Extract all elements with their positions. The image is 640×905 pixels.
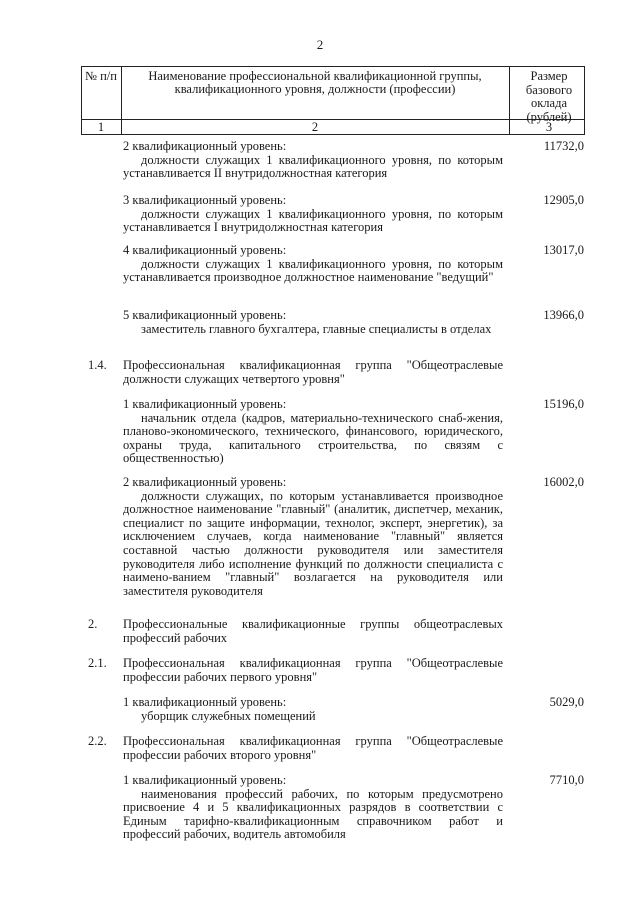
row-body — [123, 618, 503, 645]
header-left-border — [81, 66, 82, 135]
qualification-level: 4 квалификационный уровень: — [123, 243, 287, 257]
position-description: должности служащих 1 квалификационного уровня, по которым устанавливается I внутридолжностная категория — [123, 206, 503, 235]
salary-value: 16002,0 — [543, 475, 584, 489]
group-title: Профессиональная квалификационная группа "Общеотраслевые должности служащих четвертого уровня" — [123, 358, 503, 386]
row-body — [123, 140, 503, 181]
salary-value: 12905,0 — [543, 193, 584, 207]
row-body — [123, 398, 503, 466]
row-number: 2.2. — [88, 734, 107, 748]
position-description: заместитель главного бухгалтера, главные специалисты в отделах — [141, 321, 492, 336]
row-body — [123, 735, 503, 762]
qualification-level: 5 квалификационный уровень: — [123, 308, 287, 322]
header-salary-column: Размер базового оклада (рублей) — [525, 69, 573, 124]
qualification-level: 1 квалификационный уровень: — [123, 695, 287, 709]
salary-value: 11732,0 — [543, 139, 584, 153]
row-body — [123, 696, 503, 723]
header-name-column: Наименование профессиональной квалификационной группы, квалификационного уровня, должности (профессии) — [148, 69, 482, 96]
header-divider-1 — [121, 66, 122, 135]
row-body — [123, 244, 503, 285]
group-title: Профессиональная квалификационная группа "Общеотраслевые профессии рабочих первого уровня" — [123, 656, 503, 684]
table-header — [81, 66, 585, 136]
qualification-level: 3 квалификационный уровень: — [123, 193, 287, 207]
position-description: наименования профессий рабочих, по которым предусмотрено присвоение 4 и 5 квалификационных разрядов в соответствии с Единым тарифно-квалификационным справочником работ и профессий рабочих, водитель автомобиля — [123, 786, 503, 842]
row-body — [123, 774, 503, 842]
salary-value: 7710,0 — [549, 773, 584, 787]
group-title: Профессиональная квалификационная группа "Общеотраслевые профессии рабочих второго уровня" — [123, 734, 503, 762]
page-number: 2 — [316, 37, 324, 52]
header-column-index-2: 2 — [311, 120, 319, 134]
header-number-column: № п/п — [85, 69, 117, 83]
qualification-level: 1 квалификационный уровень: — [123, 397, 287, 411]
salary-value: 13017,0 — [543, 243, 584, 257]
header-column-index-1: 1 — [97, 120, 105, 134]
row-number: 1.4. — [88, 358, 107, 372]
row-body — [123, 657, 503, 684]
salary-value: 15196,0 — [543, 397, 584, 411]
header-divider-2 — [509, 66, 510, 135]
row-body — [123, 359, 503, 386]
position-description: начальник отдела (кадров, материально-технического снаб-жения, планово-экономического, технического, финансового, юридического, охраны труда, капитального строительства, по связям с общественностью) — [123, 410, 503, 466]
salary-value: 13966,0 — [543, 308, 584, 322]
qualification-level: 1 квалификационный уровень: — [123, 773, 287, 787]
row-body — [123, 309, 503, 336]
group-title: Профессиональные квалификационные группы общеотраслевых профессий рабочих — [123, 617, 503, 645]
row-body — [123, 476, 503, 598]
row-body — [123, 194, 503, 235]
position-description: должности служащих 1 квалификационного уровня, по которым устанавливается производное должностное наименование "ведущий" — [123, 256, 503, 285]
header-column-index-3: 3 — [545, 120, 553, 134]
row-number: 2.1. — [88, 656, 107, 670]
qualification-level: 2 квалификационный уровень: — [123, 475, 287, 489]
qualification-level: 2 квалификационный уровень: — [123, 139, 287, 153]
position-description: должности служащих 1 квалификационного уровня, по которым устанавливается II внутридолжностная категория — [123, 152, 503, 181]
position-description: должности служащих, по которым устанавливается производное должностное наименование "главный" (аналитик, диспетчер, механик, специалист по защите информации, технолог, эксперт, энергетик), за исключением случаев, когда наименование "главный" является составной частью должности руководителя или заместителя руководителя либо исполнение функций по должности специалиста с наимено-ванием "главный" возлагается на руководителя или заместителя руководителя — [123, 488, 503, 598]
row-number: 2. — [88, 617, 98, 631]
position-description: уборщик служебных помещений — [141, 708, 316, 723]
salary-value: 5029,0 — [549, 695, 584, 709]
